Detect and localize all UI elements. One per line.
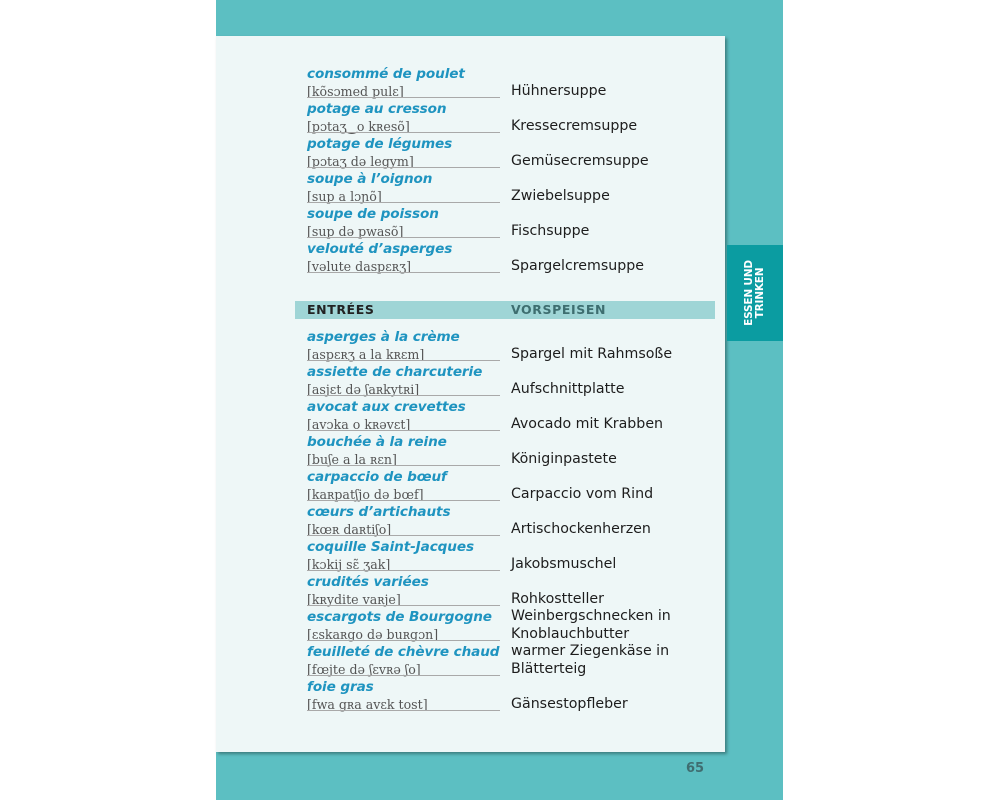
soup-phonetic: [sup də pwasõ] — [307, 224, 404, 239]
leader-line — [307, 465, 500, 466]
starter-french-term: asperges à la crème — [307, 329, 460, 345]
leader-line — [307, 395, 500, 396]
starter-german-term: Rohkostteller — [511, 591, 604, 607]
starter-german-term-line1: Weinbergschnecken in — [511, 608, 671, 624]
starter-french-term: foie gras — [307, 679, 374, 695]
starter-french-term: feuilleté de chèvre chaud — [307, 644, 500, 660]
starter-german-term: Königinpastete — [511, 451, 617, 467]
starter-german-term: Jakobsmuschel — [511, 556, 617, 572]
leader-line — [307, 272, 500, 273]
soup-german-term: Kressecremsuppe — [511, 118, 638, 134]
soup-phonetic: [vəlute daspɛʀʒ] — [307, 259, 412, 274]
leader-line — [307, 132, 500, 133]
soup-german-term: Gemüsecremsuppe — [511, 153, 649, 169]
starter-french-term: crudités variées — [307, 574, 429, 590]
soup-french-term: potage au cresson — [307, 101, 447, 117]
soup-phonetic: [pɔtaʒ‿o kʀesõ] — [307, 119, 410, 134]
soup-french-term: soupe à l’oignon — [307, 171, 433, 187]
starter-phonetic: [kʀydite vaʀje] — [307, 592, 401, 607]
leader-line — [307, 167, 500, 168]
soup-phonetic: [pɔtaʒ də legym] — [307, 154, 414, 169]
starter-french-term: bouchée à la reine — [307, 434, 447, 450]
leader-line — [307, 202, 500, 203]
soup-german-term: Hühnersuppe — [511, 83, 607, 99]
section-title-german: VORSPEISEN — [511, 302, 607, 317]
starter-german-term-line2: Knoblauchbutter — [511, 626, 630, 642]
soup-french-term: velouté d’asperges — [307, 241, 453, 257]
soup-french-term: soupe de poisson — [307, 206, 439, 222]
leader-line — [307, 237, 500, 238]
leader-line — [307, 710, 500, 711]
starter-phonetic: [fwa gʀa avɛk tost] — [307, 697, 428, 712]
starter-phonetic: [ɛskaʀgo də buʀgɔn] — [307, 627, 439, 642]
starter-french-term: cœurs d’artichauts — [307, 504, 451, 520]
section-title-french: ENTRÉES — [307, 302, 375, 317]
chapter-tab[interactable] — [727, 245, 783, 341]
starter-german-term: Carpaccio vom Rind — [511, 486, 654, 502]
starter-phonetic: [fœjte də ʃɛvʀə ʃo] — [307, 662, 421, 677]
starter-french-term: coquille Saint-Jacques — [307, 539, 474, 555]
starter-phonetic: [buʃe a la ʀɛn] — [307, 452, 397, 467]
chapter-tab-label: ESSEN UND TRINKEN — [743, 260, 767, 326]
starter-french-term: carpaccio de bœuf — [307, 469, 447, 485]
starter-phonetic: [kɔkij sɛ̃ ʒak] — [307, 557, 391, 572]
starter-german-term: Artischockenherzen — [511, 521, 651, 537]
starter-french-term: avocat aux crevettes — [307, 399, 466, 415]
starter-german-term-line2: Blätterteig — [511, 661, 587, 677]
starter-phonetic: [asjɛt də ʃaʀkytʀi] — [307, 382, 420, 397]
soup-french-term: consommé de poulet — [307, 66, 465, 82]
leader-line — [307, 360, 500, 361]
starter-german-term: Gänsestopfleber — [511, 696, 628, 712]
starter-french-term: assiette de charcuterie — [307, 364, 483, 380]
leader-line — [307, 535, 500, 536]
soup-phonetic: [sup a lɔɲõ] — [307, 189, 382, 204]
soup-german-term: Fischsuppe — [511, 223, 590, 239]
starter-german-term: Aufschnittplatte — [511, 381, 625, 397]
leader-line — [307, 97, 500, 98]
starter-phonetic: [kœʀ daʀtiʃo] — [307, 522, 392, 537]
starter-phonetic: [aspɛʀʒ a la kʀɛm] — [307, 347, 425, 362]
leader-line — [307, 570, 500, 571]
leader-line — [307, 430, 500, 431]
soup-german-term: Spargelcremsuppe — [511, 258, 644, 274]
soup-french-term: potage de légumes — [307, 136, 453, 152]
soup-german-term: Zwiebelsuppe — [511, 188, 610, 204]
starter-phonetic: [avɔka o kʀəvɛt] — [307, 417, 411, 432]
leader-line — [307, 500, 500, 501]
starter-german-term: Avocado mit Krabben — [511, 416, 664, 432]
starter-french-term: escargots de Bourgogne — [307, 609, 492, 625]
leader-line — [307, 605, 500, 606]
leader-line — [307, 675, 500, 676]
leader-line — [307, 640, 500, 641]
starter-german-term: Spargel mit Rahmsoße — [511, 346, 673, 362]
soup-phonetic: [kõsɔmed pulɛ] — [307, 84, 404, 99]
starter-phonetic: [kaʀpatʃjo də bœf] — [307, 487, 424, 502]
page-number: 65 — [686, 761, 705, 776]
starter-german-term-line1: warmer Ziegenkäse in — [511, 643, 670, 659]
